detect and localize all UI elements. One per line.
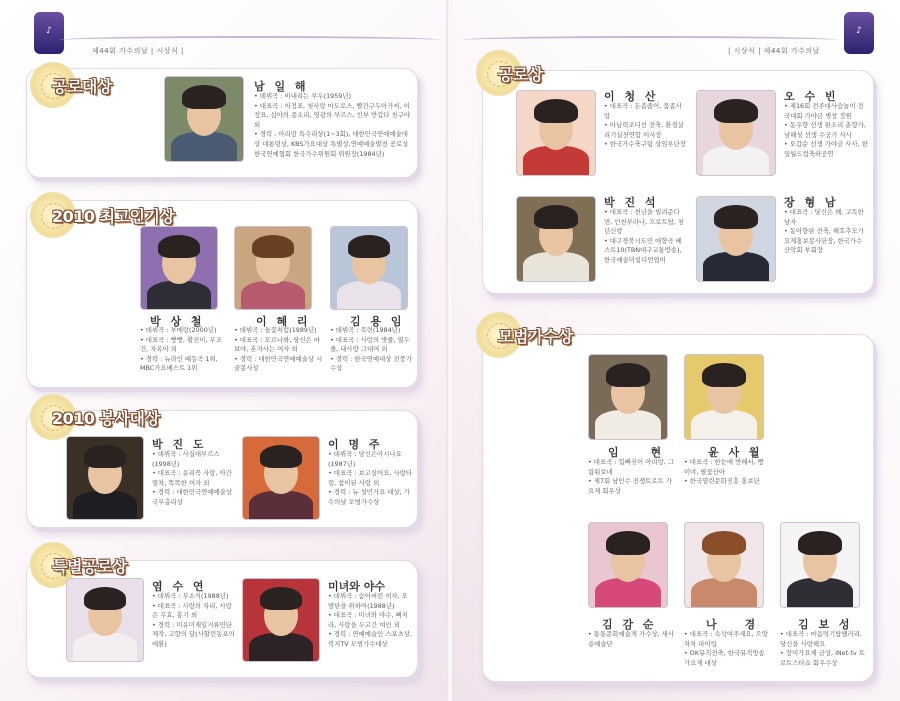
portrait-yeom xyxy=(66,578,144,662)
info-oh-sb: • 제16회 전주대사습놀이 전국대회 가야금 병창 장원 • 동우향 선생 판소리 춘향가, 남해성 선생 수궁가 사사 • 오갑순 선생 가야금 사사, 한일월드컵축하공연 xyxy=(784,102,868,158)
portrait-lee-hr xyxy=(234,226,312,310)
section-title: 2010 최고인기상 xyxy=(52,206,175,226)
left-running-header: 제44회 가수의날 | 시상식 | xyxy=(92,47,184,55)
name-nam: 남 일 해 xyxy=(254,80,309,93)
name-jang-hn: 장 형 남 xyxy=(784,196,839,209)
name-yoon: 윤 사 월 xyxy=(708,446,763,459)
name-lim: 임 현 xyxy=(608,446,676,459)
right-page xyxy=(452,0,900,701)
section-title: 공로대상 xyxy=(52,76,112,96)
info-minyeo: • 데뷔곡 : 숨어버린 여자, 오발탄을 위하여(1988년) • 대표곡 : 미녀와 야수, 뻐저라, 사랑을 두고간 여인 외 • 경력 : 연예예술인 스포츠상, 북지TV 모범가수대상 xyxy=(328,592,412,648)
name-oh-sb: 오 수 빈 xyxy=(784,90,839,103)
section-title: 2010 봉사대상 xyxy=(52,408,160,428)
info-lee-cs: • 대표곡 : 돈좀줍어, 뭄좀사랑 • 아님력조디선 전축, 환경살리기실천연합 이사장 • 한국가수축구팀 상임부단장 xyxy=(604,102,686,149)
info-kim-bs: • 대표곡 : 마음먹기탑팰러리, 당신을 사랑해요 • 장미가요제 금상, iNet-tv 트로트스타쇼 회우수상 xyxy=(780,630,865,667)
info-lee-hr: • 데뷔곡 : 들꽃처럼(1989년) • 대표곡 : 모르나봐, 당신은 바보야, 혼자사는 여자 외 • 경력 : 대한민국연예예술상 시골봉사상 xyxy=(234,326,323,373)
section-title: 모범가수상 xyxy=(498,326,573,346)
name-kim-gs: 김 감 순 xyxy=(602,618,657,631)
header-swoosh xyxy=(462,36,838,44)
gongro-badge xyxy=(30,62,112,108)
portrait-minyeo xyxy=(242,578,320,662)
name-yeom: 염 수 연 xyxy=(152,580,207,593)
name-lee-hr: 이 혜 리 xyxy=(256,315,311,328)
name-minyeo: 미녀와 야수 xyxy=(328,580,385,593)
portrait-lee-cs xyxy=(516,90,596,176)
info-park-sc: • 데뷔곡 : 부메랑(2000년) • 대표곡 : 빵빵, 황진이, 무조건, 자옥아 외 • 경력 : 뉴라인 예동곡 1위, MBC가요베스트 1위 xyxy=(140,326,222,373)
portrait-yoon xyxy=(684,354,764,440)
portrait-nam xyxy=(164,76,244,162)
portrait-na xyxy=(684,522,764,608)
info-yoon: • 대표곡 : 한눈에 반해서, 빵이야, 팔꽃산아 • 한국열린문화진흥 홍보단 xyxy=(684,458,764,486)
portrait-kim-yi xyxy=(330,226,408,310)
portrait-park-js xyxy=(516,196,596,282)
info-yeom: • 데뷔곡 : 무소식(1988년) • 대표곡 : 사랑의 차리, 사랑은 무효, 홍기 외 • 경력 : 미유미재일거류민단 제작, 고향의 달(사할린동포의 애환) xyxy=(152,592,235,648)
portrait-park-jd xyxy=(66,436,144,520)
name-lee-cs: 이 청 산 xyxy=(604,90,659,103)
name-kim-bs: 김 보 성 xyxy=(798,618,853,631)
info-kim-yi: • 데뷔곡 : 목련(1984년) • 대표곡 : 사랑의 밧줄, 열두줄, 내사랑 그대여 외 • 경력 : 한국연예대상 진풍가수상 xyxy=(330,326,412,373)
name-lee-mj: 이 명 주 xyxy=(328,438,383,451)
section-title: 공로상 xyxy=(498,64,543,84)
portrait-lee-mj xyxy=(242,436,320,520)
trophy-logo-icon: ♪ xyxy=(844,12,874,54)
name-park-jd: 박 진 도 xyxy=(152,438,207,451)
info-lee-mj: • 데뷔곡 : 당신은아시나요(1987년) • 대표곡 : 보고싶어요, 사랑타령, 참이된 사랑 외 • 경력 : 뉴 성민가요 대상, 가수의날 모범가수상 xyxy=(328,450,412,506)
left-page xyxy=(0,0,448,701)
model-badge xyxy=(476,312,573,358)
name-na: 나 경 xyxy=(706,618,768,631)
portrait-park-sc xyxy=(140,226,218,310)
info-park-jd: • 데뷔곡 : 사십대부르스(1998년) • 대표곡 : 유리꼭 사랑, 아간열차, 똑똑한 여자 외 • 경력 : 대한민국연예예술상 국무총리상 xyxy=(152,450,232,506)
service-badge xyxy=(30,394,159,440)
info-kim-gs: • 통통문화예술계 가수상, 새사용예술단 xyxy=(588,630,674,648)
name-park-sc: 박 상 철 xyxy=(150,315,205,328)
portrait-lim xyxy=(588,354,668,440)
right-running-header: | 시상식 | 제44회 가수의날 xyxy=(728,47,820,55)
info-lim: • 대표곡 : 힘빠진이 아리랑, 그립워보네 • 제7회 남인수 전쟁트로트 가요제 회우상 xyxy=(588,458,675,495)
name-kim-yi: 김 용 임 xyxy=(350,315,405,328)
portrait-kim-gs xyxy=(588,522,668,608)
name-park-js: 박 진 석 xyxy=(604,196,659,209)
section-title: 특별공로상 xyxy=(52,556,127,576)
portrait-jang-hn xyxy=(696,196,776,282)
trophy-logo-icon: ♪ xyxy=(34,12,64,54)
info-park-js: • 대표곡 : 천년을 빌려준다면, 인천부라나, 프로트탑, 천년신랑 • 대구경북시도민 애향곡 베스트10(TBN대구교통방송), 한국예술미림디언엽이 xyxy=(604,208,685,264)
portrait-oh-sb xyxy=(696,90,776,176)
info-jang-hn: • 대표곡 : 당신은 왜, 고독한 남자 • 동아향판 전축, 해호추모가 요제홍보봉사단장, 한국가수산악회 부회장 xyxy=(784,208,864,255)
portrait-kim-bs xyxy=(780,522,860,608)
info-nam: • 데뷔곡 : 비내리는 부두(1959년) • 대표곡 : 이정표, 첫사랑 마도로스, 빨간구두아가씨, 이정표, 심야의 종소리, 영광의 부르스, 인부 반갑다 친구야 외 • 경력 : 아리랑 특수리상(1~3회), 대한민국연예예술대상 대통령상, KBS가요대상 특별상,연예예술발전 공로상 한국연예협회 한국가수위원회 위원장(1984년) xyxy=(254,92,411,158)
info-na: • 대표곡 : 속삭여주세요, 으앗차차 파이팅 • OK뮤직전축, 한국뮤직방송 가요제 대상 xyxy=(684,630,768,667)
header-swoosh xyxy=(60,36,440,44)
